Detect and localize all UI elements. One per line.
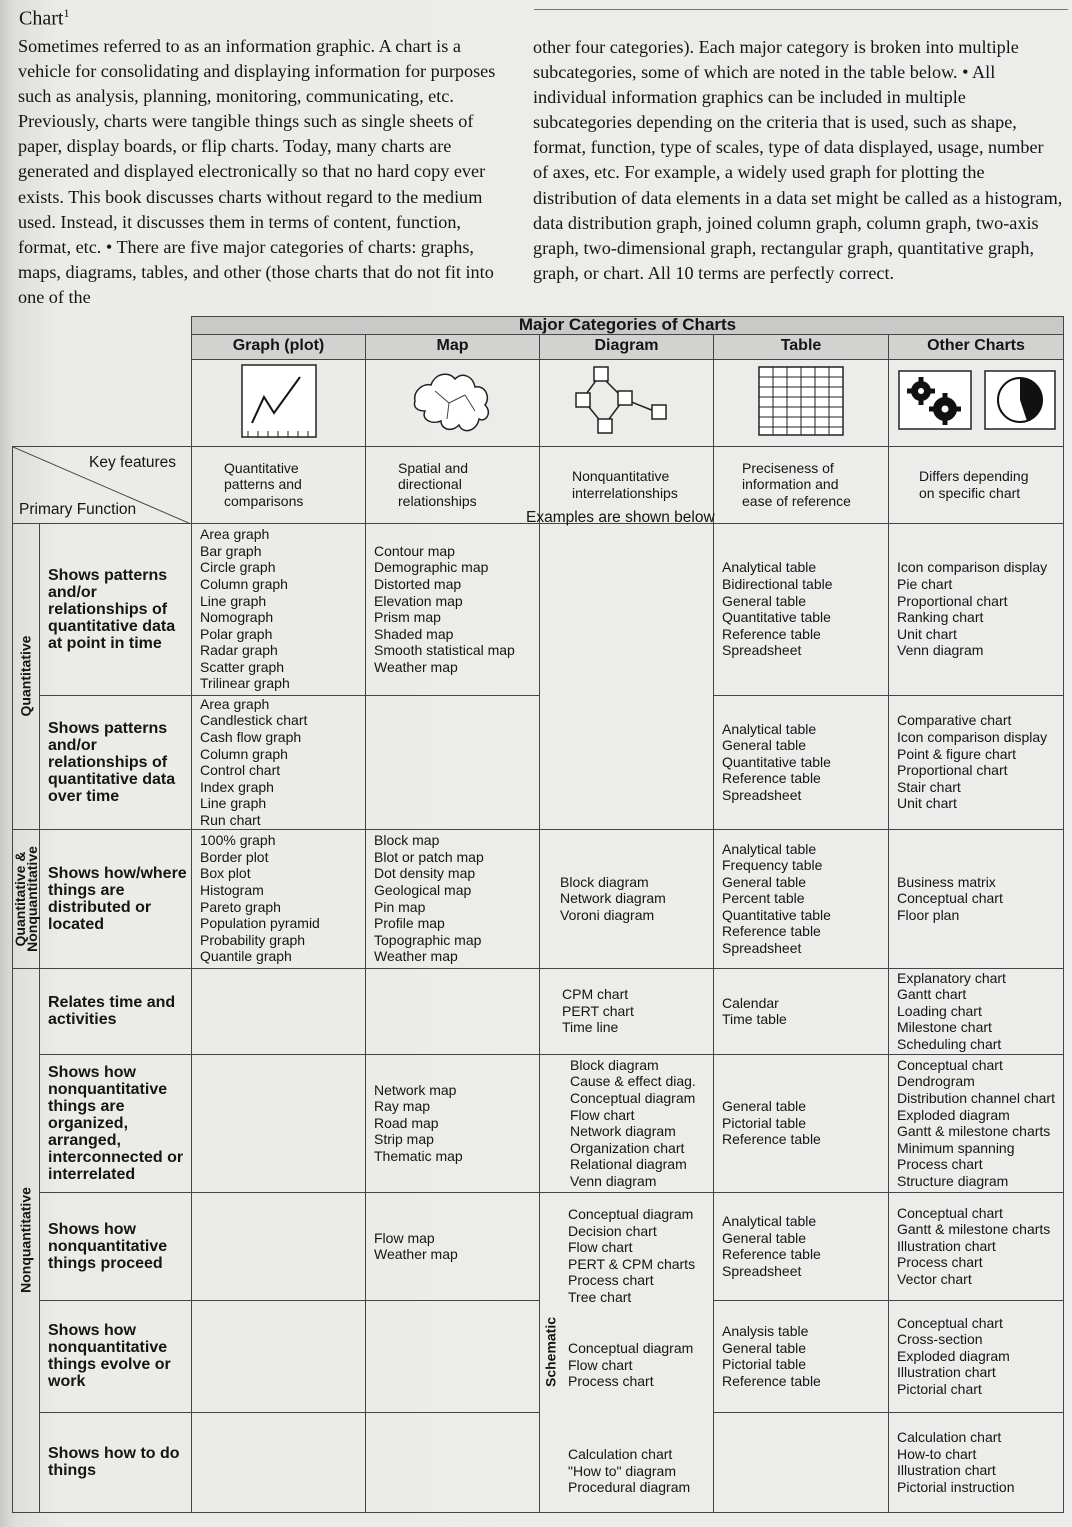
examples-map: Network map Ray map Road map Strip map Thematic map [366,1054,540,1192]
body-text-right: other four categories). Each major category is broken into multiple subcategories, some of which are noted in the table below. • All individual information graphics can be included in multiple subcategories depending on the criteria that is used, such as shape, format, function, type of scales, type of data displayed, usage, number of axes, etc. For example, a widely used graph for plotting the distribution of data elements in a data set might be called as a histogram, data distribution graph, joined column graph, column graph, two-axis graph, two-dimensional graph, rectangular graph, quantitative graph, graph, or chart. All 10 terms are perfectly correct. [533,37,1063,283]
group-quantitative: Quantitative [13,523,40,829]
feature-diagram: Nonquantitative interrelationships [540,446,714,523]
map-icon [366,359,540,446]
examples-other: Conceptual chart Cross-section Exploded diagram Illustration chart Pictorial chart [889,1300,1064,1412]
examples-map [366,968,540,1054]
primary-function: Shows how nonquantitative things proceed [40,1192,192,1300]
feature-graph: Quantitative patterns and comparisons [192,446,366,523]
examples-other: Conceptual chart Gantt & milestone charts Illustration chart Process chart Vector chart [889,1192,1064,1300]
examples-shown-below [540,523,714,829]
examples-graph [192,1192,366,1300]
primary-function: Shows patterns and/or relationships of quantitative data at point in time [40,523,192,695]
examples-graph [192,1300,366,1412]
examples-map [366,695,540,829]
examples-diagram: Block diagram Cause & effect diag. Conceptual diagram Flow chart Network diagram Organization chart Relational diagram Venn diagram [540,1054,714,1192]
diagram-icon [540,359,714,446]
examples-table: Analytical table General table Reference table Spreadsheet [714,1192,889,1300]
group-quant-nonquant: Quantitative & Nonquantitative [13,829,40,968]
examples-graph: Area graph Candlestick chart Cash flow graph Column graph Control chart Index graph Line graph Run chart [192,695,366,829]
primary-function: Relates time and activities [40,968,192,1054]
section-heading: Chart$^1$ [19,6,70,30]
examples-graph: Area graph Bar graph Circle graph Column graph Line graph Nomograph Polar graph Radar graph Scatter graph Trilinear graph [192,523,366,695]
examples-table [714,1412,889,1512]
row5-diagram-list: Conceptual diagram Decision chart Flow chart PERT & CPM charts Process chart Tree chart [568,1206,696,1305]
table-icon [714,359,889,446]
examples-graph: 100% graph Border plot Box plot Histogram Pareto graph Population pyramid Probability graph Quantile graph [192,829,366,968]
examples-table: General table Pictorial table Reference table [714,1054,889,1192]
primary-function: Shows how nonquantitative things evolve or work [40,1300,192,1412]
examples-table: Calendar Time table [714,968,889,1054]
examples-other: Explanatory chart Gantt chart Loading chart Milestone chart Scheduling chart [889,968,1064,1054]
examples-other: Comparative chart Icon comparison display Point & figure chart Proportional chart Stair chart Unit chart [889,695,1064,829]
examples-map [366,1412,540,1512]
primary-function: Shows how nonquantitative things are organized, arranged, interconnected or interrelated [40,1054,192,1192]
row7-diagram-list: Calculation chart "How to" diagram Procedural diagram [568,1446,691,1496]
primary-function: Shows patterns and/or relationships of quantitative data over time [40,695,192,829]
examples-shown-below-label: Examples are shown below [526,509,715,526]
top-rule [534,9,1068,10]
examples-other: Business matrix Conceptual chart Floor plan [889,829,1064,968]
feature-map: Spatial and directional relationships [366,446,540,523]
major-categories-table [12,316,1064,1513]
examples-map: Contour map Demographic map Distorted map Elevation map Prism map Shaded map Smooth statistical map Weather map [366,523,540,695]
graph-icon [192,359,366,446]
examples-other: Calculation chart How-to chart Illustration chart Pictorial instruction [889,1412,1064,1512]
row6-diagram-list: Conceptual diagram Flow chart Process chart [568,1340,694,1390]
examples-graph [192,1054,366,1192]
examples-table: Analytical table General table Quantitative table Reference table Spreadsheet [714,695,889,829]
examples-graph [192,1412,366,1512]
examples-table: Analytical table Frequency table General table Percent table Quantitative table Reference table Spreadsheet [714,829,889,968]
col-header-diagram: Diagram [540,334,714,359]
examples-graph [192,968,366,1054]
col-header-map: Map [366,334,540,359]
examples-diagram: CPM chart PERT chart Time line [540,968,714,1054]
examples-other: Icon comparison display Pie chart Proportional chart Ranking chart Unit chart Venn diagram [889,523,1064,695]
key-features-header: Key features Primary Function [13,446,192,523]
examples-other: Conceptual chart Dendrogram Distribution channel chart Exploded diagram Gantt & milestone charts Minimum spanning Process chart Structure diagram [889,1054,1064,1192]
primary-function: Shows how to do things [40,1412,192,1512]
primary-function: Shows how/where things are distributed or located [40,829,192,968]
col-header-table: Table [714,334,889,359]
body-text-left: Sometimes referred to as an information graphic. A chart is a vehicle for consolidating and displaying information for purposes such as analysis, planning, monitoring, communicating, etc. Previously, charts were tangible things such as single sheets of paper, display boards, or flip charts. Today, many charts are generated and displayed electronically so that no hard copy ever exists. This book discusses charts without regard to the medium used. Instead, it discusses them in terms of content, function, format, etc. • There are five major categories of charts: graphs, maps, diagrams, tables, and other (those charts that do not fit into one of the [18,36,496,307]
examples-map: Block map Blot or patch map Dot density map Geological map Pin map Profile map Topographic map Weather map [366,829,540,968]
table-caption: Major Categories of Charts [192,317,1064,335]
examples-table: Analytical table Bidirectional table General table Quantitative table Reference table Spreadsheet [714,523,889,695]
examples-map [366,1300,540,1412]
gears-icon [899,371,971,429]
feature-table: Preciseness of information and ease of reference [714,446,889,523]
examples-map: Flow map Weather map [366,1192,540,1300]
col-header-other: Other Charts [889,334,1064,359]
feature-other: Differs depending on specific chart [889,446,1064,523]
other-charts-icons [889,359,1064,446]
schematic-label: Schematic [542,1317,559,1388]
col-header-graph: Graph (plot) [192,334,366,359]
examples-diagram: Block diagram Network diagram Voroni diagram [540,829,714,968]
examples-table: Analysis table General table Pictorial table Reference table [714,1300,889,1412]
group-nonquantitative: Nonquantitative [13,968,40,1512]
